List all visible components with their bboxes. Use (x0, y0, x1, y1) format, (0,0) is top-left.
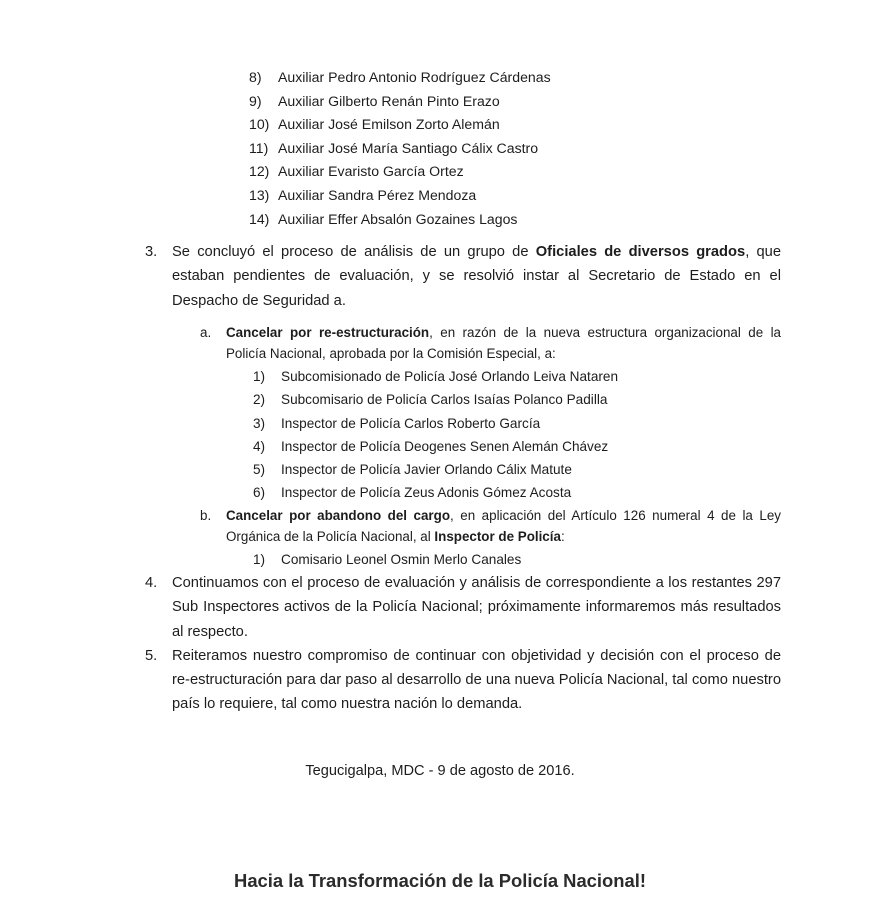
auxiliares-list (0, 66, 880, 231)
list-text: Comisario Leonel Osmin Merlo Canales (281, 551, 522, 567)
list-text: Auxiliar José Emilson Zorto Alemán (278, 116, 500, 133)
item3-text-before: Se concluyó el proceso de análisis de un grupo de (172, 244, 536, 261)
item3b-sublist (0, 548, 880, 571)
list-text: Auxiliar Evaristo García Ortez (278, 163, 464, 180)
list-marker: 9) (249, 92, 262, 109)
item3b-bold-phrase: Cancelar por abandono del cargo (226, 507, 451, 523)
list-text: Subcomisionado de Policía José Orlando Leiva Nataren (281, 368, 619, 384)
item-text (226, 322, 781, 365)
item3a-sublist (0, 365, 880, 505)
list-text: Inspector de Policía Javier Orlando Cálix Matute (281, 462, 572, 478)
list-text: Auxiliar Sandra Pérez Mendoza (278, 186, 477, 203)
list-item (249, 208, 880, 232)
lettered-item-a (200, 322, 781, 365)
numbered-item-5 (145, 644, 781, 717)
list-marker: 5) (253, 462, 266, 478)
item-text (226, 505, 781, 548)
list-marker: 2) (253, 392, 266, 408)
list-marker: 13) (249, 186, 270, 203)
list-text: Inspector de Policía Deogenes Senen Alemán Chávez (281, 438, 609, 454)
item3b-text-middle: , en aplicación del Artículo 126 numeral 4 de la Ley Orgánica de la Policía Nacional, al (226, 507, 781, 545)
list-text: Inspector de Policía Zeus Adonis Gómez Acosta (281, 485, 572, 501)
list-marker: 1) (253, 551, 266, 567)
list-marker: 12) (249, 163, 270, 180)
numbered-item-3 (145, 240, 781, 313)
closing-slogan: Hacia la Transformación de la Policía Nacional! (234, 870, 646, 892)
list-item (253, 548, 880, 571)
list-item (253, 435, 880, 458)
list-item (253, 481, 880, 504)
item-marker: 3. (145, 244, 158, 261)
numbered-item-4 (145, 571, 781, 644)
item-text: Continuamos con el proceso de evaluación y análisis de correspondiente a los restantes 297 Sub Inspectores activos de la Policía Nacional; próximamente informaremos más resultados al respecto. (172, 575, 781, 640)
list-item (253, 365, 880, 388)
list-item (249, 184, 880, 208)
item-marker: 4. (145, 575, 158, 592)
list-marker: 1) (253, 368, 266, 384)
list-item (249, 113, 880, 137)
item-text: Reiteramos nuestro compromiso de continuar con objetividad y decisión con el proceso de re-estructuración para dar paso al desarrollo de una nueva Policía Nacional, tal como nuestro país lo requiere, tal como nuestra nación lo demanda. (172, 647, 781, 713)
list-item (249, 160, 880, 184)
list-text: Subcomisario de Policía Carlos Isaías Polanco Padilla (281, 392, 608, 408)
item3b-bold-phrase-2: Inspector de Policía (434, 529, 561, 545)
item-marker: 5. (145, 647, 158, 664)
list-text: Auxiliar Effer Absalón Gozaines Lagos (278, 210, 518, 227)
list-marker: 10) (249, 116, 270, 133)
item3-text-after: , que estaban pendientes de evaluación, y se resolvió instar al Secretario de Estado en el Despacho de Seguridad a. (172, 244, 781, 309)
list-item (253, 412, 880, 435)
item3b-text-after: : (560, 529, 565, 545)
list-item (253, 458, 880, 481)
list-marker: 14) (249, 210, 270, 227)
dateline: Tegucigalpa, MDC - 9 de agosto de 2016. (305, 763, 575, 780)
list-text: Auxiliar Gilberto Renán Pinto Erazo (278, 92, 500, 109)
item-text (172, 240, 781, 313)
list-marker: 8) (249, 69, 262, 85)
item3a-bold-phrase: Cancelar por re-estructuración (226, 324, 430, 340)
item-marker: b. (200, 507, 212, 523)
list-item (249, 66, 880, 90)
list-text: Auxiliar Pedro Antonio Rodríguez Cárdenas (278, 69, 551, 85)
list-marker: 3) (253, 415, 266, 431)
list-text: Auxiliar José María Santiago Cálix Castro (278, 139, 539, 156)
list-item (253, 388, 880, 411)
list-marker: 6) (253, 485, 266, 501)
list-item (249, 137, 880, 161)
list-marker: 11) (249, 139, 269, 156)
list-item (249, 90, 880, 114)
list-text: Inspector de Policía Carlos Roberto García (281, 415, 541, 431)
item3-bold-phrase: Oficiales de diversos grados (535, 244, 746, 261)
list-marker: 4) (253, 438, 266, 454)
item-marker: a. (200, 324, 212, 340)
item3a-text-after: , en razón de la nueva estructura organizacional de la Policía Nacional, aprobada por la Comisión Especial, a: (226, 324, 781, 362)
lettered-item-b (200, 505, 781, 548)
